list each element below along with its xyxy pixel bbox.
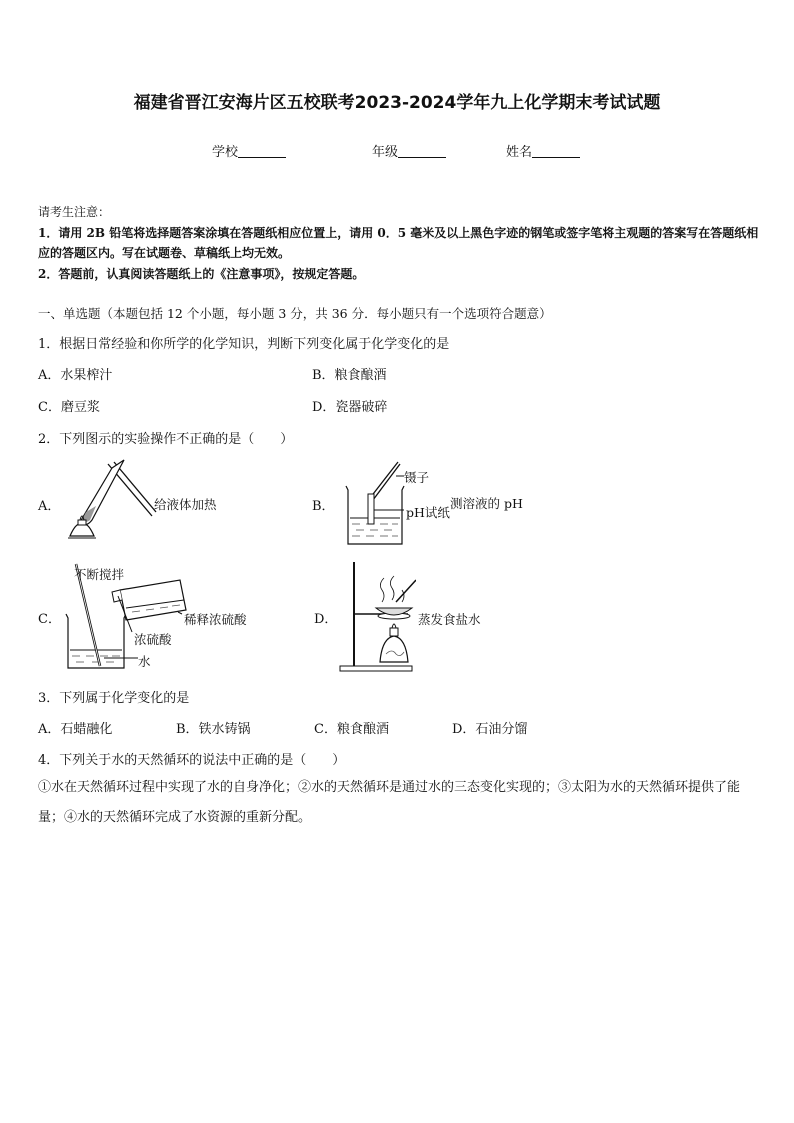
- q2-a-caption: 给液体加热: [154, 497, 217, 512]
- q1-option-b: B．粮食酿酒: [312, 368, 387, 383]
- q2-option-d-label: D．: [314, 612, 338, 627]
- evaporation-figure: [336, 558, 416, 674]
- q2-option-a-label: A．: [38, 499, 61, 514]
- q3-stem: 3．下列属于化学变化的是: [38, 691, 190, 706]
- q3-option-d: D．石油分馏: [452, 722, 528, 737]
- q4-body: ①水在天然循环过程中实现了水的自身净化；②水的天然循环是通过水的三态变化实现的；③太阳为水的天然循环提供了能量；④水的天然循环完成了水资源的重新分配。: [38, 780, 741, 825]
- q2-stem: 2．下列图示的实验操作不正确的是（ ）: [38, 432, 294, 447]
- section-heading: 一、单选题（本题包括 12 个小题，每小题 3 分，共 36 分．每小题只有一个选项符合题意）: [38, 306, 552, 321]
- q1-option-d: D．瓷器破碎: [312, 400, 388, 415]
- q2-b-caption: 测溶液的 pH: [450, 496, 523, 511]
- school-label: 学校: [212, 145, 239, 160]
- grade-field: [372, 141, 446, 160]
- q3-option-c: C．粮食酿酒: [314, 722, 389, 737]
- q1-option-a: A．水果榨汁: [38, 368, 113, 383]
- q2-d-caption: 蒸发食盐水: [418, 612, 481, 627]
- ph-leader-lines: [360, 466, 410, 526]
- notes-item-2: 2．答题前，认真阅读答题纸上的《注意事项》，按规定答题。: [38, 266, 365, 281]
- q3-option-a: A．石蜡融化: [38, 722, 113, 737]
- q2-c-acid-label: 浓硫酸: [134, 632, 172, 647]
- q2-b-paper-label: pH试纸: [406, 505, 450, 520]
- q2-c-stir-label: 不断搅拌: [74, 567, 125, 582]
- notes-heading: 请考生注意：: [38, 205, 111, 219]
- q2-c-water-label: 水: [138, 654, 151, 669]
- page-title: 福建省晋江安海片区五校联考2023-2024学年九上化学期末考试试题: [133, 93, 661, 113]
- q2-b-tweezers-label: 镊子: [404, 470, 430, 485]
- q1-stem: 1．根据日常经验和你所学的化学知识，判断下列变化属于化学变化的是: [38, 337, 450, 352]
- q2-c-dilute-label: 稀释浓硫酸: [184, 612, 247, 627]
- q2-option-b-label: B．: [312, 499, 335, 514]
- q3-option-b: B．铁水铸锅: [176, 722, 251, 737]
- name-blank: [532, 145, 580, 158]
- name-label: 姓名: [506, 145, 533, 160]
- q4-stem: 4．下列关于水的天然循环的说法中正确的是（ ）: [38, 753, 346, 768]
- notes-item-1: 1．请用 2B 铅笔将选择题答案涂填在答题纸相应位置上，请用 0．5 毫米及以上黑色字迹的钢笔或签字笔将主观题的答案写在答题纸相应的答题区内。写在试题卷、草稿纸上均无效。: [38, 225, 759, 260]
- grade-label: 年级: [372, 145, 399, 160]
- name-field: [506, 141, 580, 160]
- school-field: [212, 141, 286, 160]
- q1-option-c: C．磨豆浆: [38, 400, 100, 415]
- q2-option-c-label: C．: [38, 612, 61, 627]
- school-blank: [238, 145, 286, 158]
- grade-blank: [398, 145, 446, 158]
- exam-notes: [38, 202, 760, 284]
